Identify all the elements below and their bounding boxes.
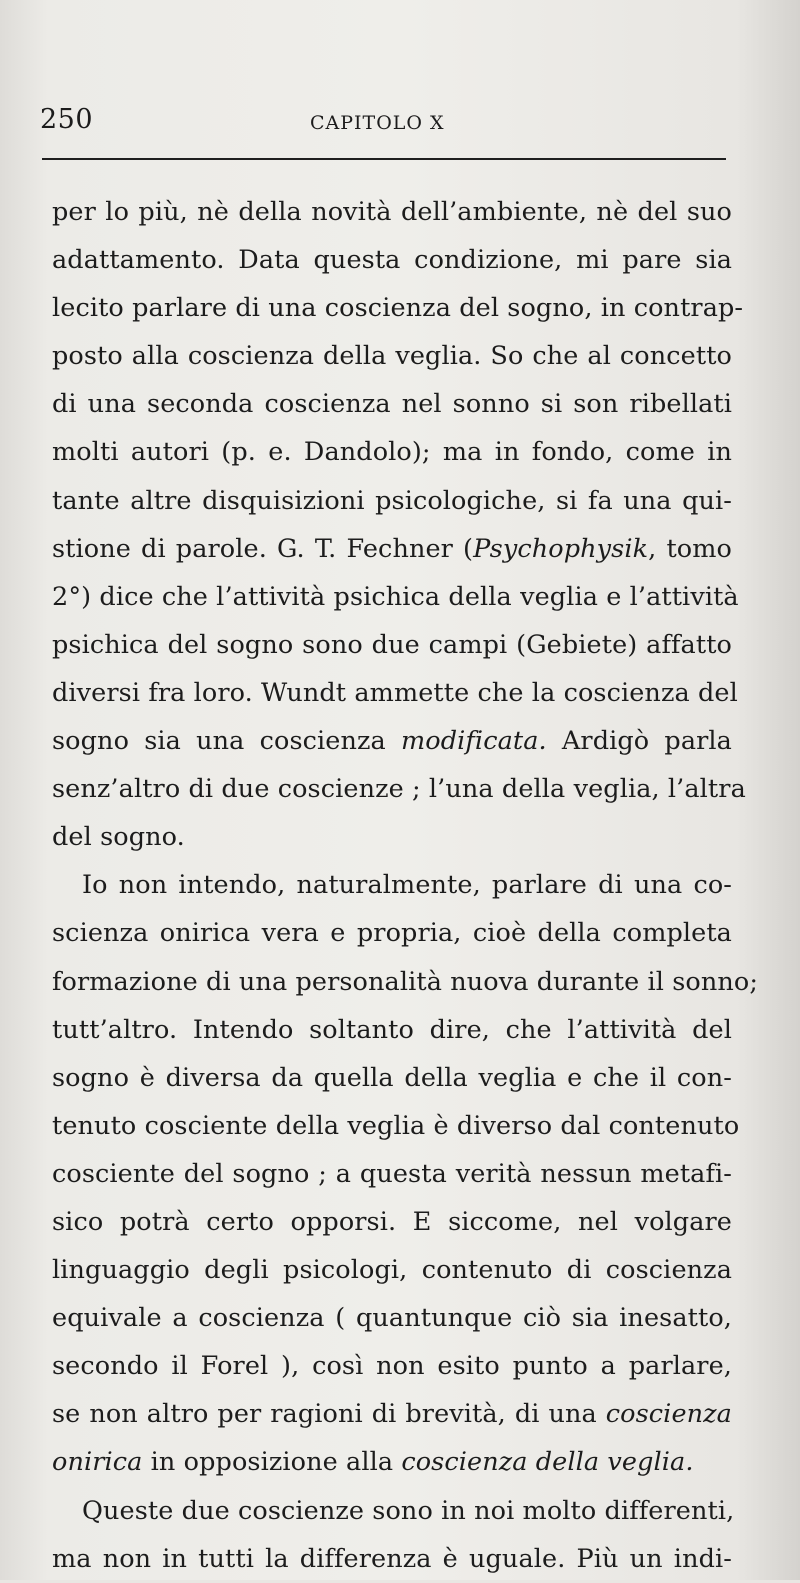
text-line — [52, 284, 744, 332]
text-segment: , tomo — [648, 533, 732, 564]
paragraph — [52, 861, 759, 1486]
text-segment: del sogno. — [52, 822, 185, 853]
text-segment: equivale a coscienza ( quantunque ciò sia inesatto, — [52, 1303, 732, 1334]
text-segment: in opposizione alla — [142, 1447, 402, 1478]
text-segment: di una seconda coscienza nel sonno si son ribellati — [52, 389, 732, 420]
italic-text: onirica — [52, 1447, 143, 1478]
text-line — [52, 525, 732, 573]
text-line — [52, 428, 732, 476]
text-segment: formazione di una personalità nuova durante il sonno; — [52, 966, 759, 997]
text-segment: ma non in tutti la differenza è uguale. Più un indi- — [52, 1543, 732, 1574]
text-segment: stione di parole. G. T. Fechner ( — [52, 533, 474, 564]
text-segment: se non altro per ragioni di brevità, di una — [52, 1399, 606, 1430]
text-line — [52, 188, 732, 236]
italic-text: Psychophysik — [473, 533, 649, 564]
text-segment: per lo più, nè della novità dell’ambiente, nè del suo — [52, 197, 732, 227]
text-line — [52, 1294, 732, 1342]
text-segment: senz’altro di due coscienze ; l’una della veglia, l’altra — [52, 774, 746, 805]
text-segment: tenuto cosciente della veglia è diverso dal contenuto — [52, 1110, 740, 1141]
text-line — [52, 1198, 732, 1246]
text-segment: secondo il Forel ), così non esito punto a parlare, — [52, 1351, 732, 1382]
body-text — [52, 188, 759, 1583]
text-segment: cosciente del sogno ; a questa verità nessun metafi- — [52, 1158, 732, 1189]
text-line — [52, 669, 738, 717]
italic-text: modificata. — [400, 726, 547, 757]
text-segment: tante altre disquisizioni psicologiche, si fa una qui- — [52, 485, 732, 516]
text-segment: sogno sia una coscienza — [52, 726, 401, 757]
page-number: 250 — [40, 104, 94, 135]
text-segment: psichica del sogno sono due campi (Gebiete) affatto — [52, 629, 732, 660]
text-line — [52, 621, 732, 669]
text-segment: linguaggio degli psicologi, contenuto di coscienza — [52, 1255, 732, 1286]
text-line — [52, 958, 759, 1006]
text-line — [52, 380, 732, 428]
text-segment: sogno è diversa da quella della veglia e che il con- — [52, 1062, 732, 1093]
text-line — [52, 1102, 740, 1150]
text-line — [52, 1438, 732, 1486]
text-line — [52, 477, 732, 525]
text-line — [52, 909, 732, 957]
text-segment: diversi fra loro. Wundt ammette che la coscienza del — [52, 677, 738, 708]
text-line — [52, 1150, 732, 1198]
text-line — [52, 1535, 732, 1583]
header-rule — [42, 158, 726, 160]
text-segment: sico potrà certo opporsi. E siccome, nel volgare — [52, 1206, 732, 1237]
text-segment: posto alla coscienza della veglia. So che al concetto — [52, 341, 732, 372]
text-line — [52, 573, 739, 621]
text-segment: molti autori (p. e. Dandolo); ma in fondo, come in — [52, 437, 732, 468]
text-segment: adattamento. Data questa condizione, mi pare sia — [52, 245, 732, 276]
text-segment: Ardigò parla — [546, 726, 732, 757]
text-line — [52, 1342, 732, 1390]
text-line — [52, 236, 732, 284]
text-line — [52, 1246, 732, 1294]
text-segment: Io non intendo, naturalmente, parlare di una co- — [82, 870, 732, 901]
text-line — [52, 861, 732, 909]
text-line — [52, 1006, 732, 1054]
running-head — [40, 104, 730, 144]
paragraph — [52, 188, 746, 861]
text-segment: 2°) dice che l’attività psichica della veglia e l’attività — [52, 581, 739, 612]
text-line — [52, 332, 732, 380]
text-line — [52, 1487, 735, 1535]
text-segment: tutt’altro. Intendo soltanto dire, che l’attività del — [52, 1014, 732, 1045]
italic-text: coscienza della veglia. — [401, 1447, 694, 1478]
text-segment: scienza onirica vera e propria, cioè della completa — [52, 918, 732, 949]
text-segment: Queste due coscienze sono in noi molto differenti, — [82, 1495, 735, 1526]
text-line — [52, 813, 732, 861]
text-segment: lecito parlare di una coscienza del sogno, in contrap- — [52, 293, 744, 324]
text-line — [52, 765, 746, 813]
text-line — [52, 717, 732, 765]
italic-text: coscienza — [605, 1399, 732, 1430]
paragraph — [52, 1487, 735, 1583]
text-line — [52, 1390, 732, 1438]
chapter-title: CAPITOLO X — [310, 112, 445, 134]
text-line — [52, 1054, 732, 1102]
